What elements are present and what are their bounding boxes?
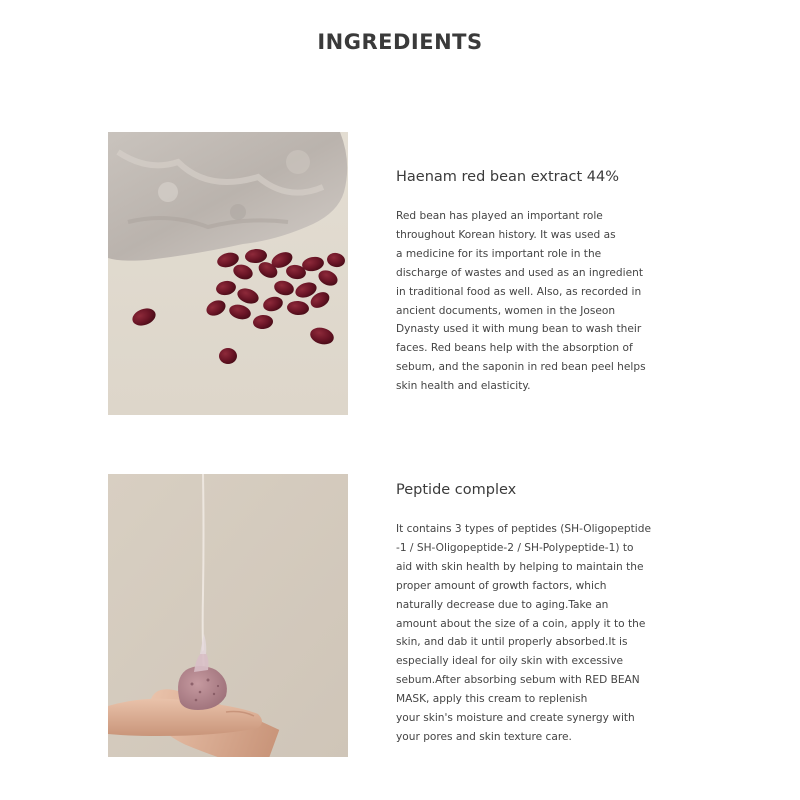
text-line: MASK, apply this cream to replenish [396, 693, 588, 706]
page-title: INGREDIENTS [317, 30, 483, 54]
peptide-description [396, 520, 664, 747]
text-line: naturally decrease due to aging.Take an [396, 598, 609, 611]
peptide-cream-photo [108, 474, 348, 757]
text-line: a medicine for its important role in the [396, 247, 602, 260]
text-line: Red bean has played an important role [396, 210, 603, 222]
text-line: skin health and elasticity. [396, 380, 531, 393]
text-line: sebum.After absorbing sebum with RED BEAN [396, 674, 640, 687]
text-line: throughout Korean history. It was used as [396, 228, 616, 241]
red-bean-description [396, 207, 664, 396]
text-line: skin, and dab it until properly absorbed.It is [396, 636, 628, 649]
text-line: your skin's moisture and create synergy with [396, 712, 635, 725]
text-line: It contains 3 types of peptides (SH-Oligopeptide [396, 523, 651, 535]
red-bean-section [396, 169, 664, 396]
text-line: proper amount of growth factors, which [396, 579, 607, 592]
text-line: Dynasty used it with mung bean to wash their [396, 323, 642, 336]
peptide-heading: Peptide complex [396, 482, 517, 498]
red-bean-heading: Haenam red bean extract 44% [396, 169, 619, 185]
text-line: faces. Red beans help with the absorption of [396, 342, 633, 355]
text-line: -1 / SH-Oligopeptide-2 / SH-Polypeptide-1) to [396, 541, 634, 554]
text-line: aid with skin health by helping to maintain the [396, 560, 644, 573]
text-line: discharge of wastes and used as an ingredient [396, 266, 643, 279]
text-line: ancient documents, women in the Joseon [396, 304, 616, 317]
text-line: in traditional food as well. Also, as recorded in [396, 285, 642, 298]
text-line: especially ideal for oily skin with excessive [396, 655, 624, 668]
red-bean-photo [108, 132, 348, 415]
text-line: sebum, and the saponin in red bean peel helps [396, 361, 646, 374]
text-line: your pores and skin texture care. [396, 730, 572, 743]
text-line: amount about the size of a coin, apply it to the [396, 617, 646, 630]
peptide-section [396, 482, 664, 747]
